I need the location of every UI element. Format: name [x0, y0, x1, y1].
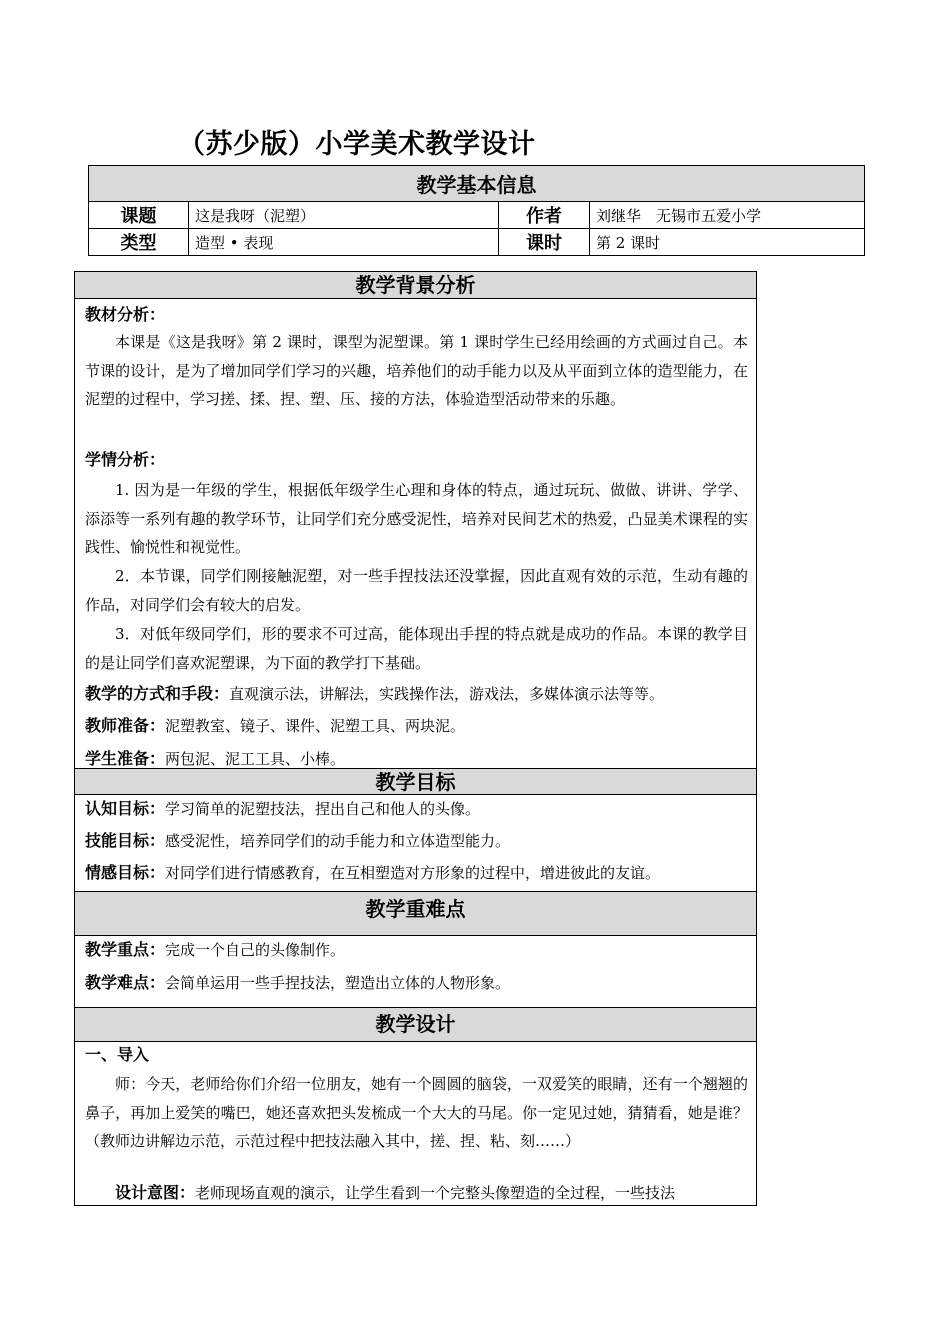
emotion-goal-label: 情感目标： [85, 863, 166, 882]
key-points-header: 教学重难点 [75, 891, 756, 936]
difficult-point-text: 会简单运用一些手捏技法，塑造出立体的人物形象。 [165, 974, 511, 992]
design-intent-text: 老师现场直观的演示，让学生看到一个完整头像塑造的全过程，一些技法 [195, 1184, 676, 1202]
type-value: 造型 • 表现 [189, 229, 499, 256]
background-header: 教学背景分析 [75, 272, 756, 299]
basic-info-table [88, 165, 865, 256]
cognitive-goal-line [85, 799, 748, 819]
design-intent-label: 设计意图： [115, 1183, 196, 1202]
method-text: 直观演示法，讲解法，实践操作法，游戏法，多媒体演示法等等。 [229, 685, 665, 703]
student-label: 学情分析： [85, 450, 166, 469]
author-value: 刘继华 无锡市五爱小学 [590, 202, 865, 229]
design-intent-line [115, 1183, 748, 1203]
student-prep-line [85, 749, 748, 769]
period-label: 课时 [499, 229, 590, 256]
method-label: 教学的方式和手段： [85, 684, 230, 703]
document-title: （苏少版）小学美术教学设计 [178, 129, 536, 160]
skill-goal-text: 感受泥性，培养同学们的动手能力和立体造型能力。 [165, 832, 511, 850]
method-line [85, 684, 748, 704]
material-label: 教材分析： [85, 305, 166, 324]
teacher-prep-label: 教师准备： [85, 716, 166, 735]
type-label: 类型 [89, 229, 189, 256]
lesson-content-frame [74, 271, 757, 1206]
design-header: 教学设计 [75, 1007, 756, 1042]
difficult-point-label: 教学难点： [85, 973, 166, 992]
cognitive-goal-text: 学习简单的泥塑技法，捏出自己和他人的头像。 [165, 800, 481, 818]
topic-value: 这是我呀（泥塑） [189, 202, 499, 229]
student-paragraph-1: 1. 因为是一年级的学生，根据低年级学生心理和身体的特点，通过玩玩、做做、讲讲、学学、添添等一系列有趣的教学环节，让同学们充分感受泥性，培养对民间艺术的热爱，凸显美术课程的实践性、愉悦性和视觉性。 [85, 481, 748, 557]
student-paragraph-3: 3．对低年级同学们，形的要求不可过高，能体现出手捏的特点就是成功的作品。本课的教学目的是让同学们喜欢泥塑课，为下面的教学打下基础。 [85, 625, 748, 672]
teacher-prep-text: 泥塑教室、镜子、课件、泥塑工具、两块泥。 [165, 717, 466, 735]
student-paragraph-2: 2．本节课，同学们刚接触泥塑，对一些手捏技法还没掌握，因此直观有效的示范，生动有趣的作品，对同学们会有较大的启发。 [85, 567, 748, 614]
emotion-goal-text: 对同学们进行情感教育，在互相塑造对方形象的过程中，增进彼此的友谊。 [165, 864, 661, 882]
key-point-text: 完成一个自己的头像制作。 [165, 941, 346, 959]
basic-info-header: 教学基本信息 [89, 166, 865, 202]
student-prep-text: 两包泥、泥工工具、小棒。 [165, 750, 346, 768]
section-intro-heading: 一、导入 [85, 1045, 150, 1064]
cognitive-goal-label: 认知目标： [85, 799, 166, 818]
skill-goal-label: 技能目标： [85, 831, 166, 850]
student-prep-label: 学生准备： [85, 749, 166, 768]
period-value: 第 2 课时 [590, 229, 865, 256]
teacher-speech-paragraph: 师：今天，老师给你们介绍一位朋友，她有一个圆圆的脑袋，一双爱笑的眼睛，还有一个翘翘的鼻子，再加上爱笑的嘴巴，她还喜欢把头发梳成一个大大的马尾。你一定见过她，猜猜看，她是谁？（教师边讲解边示范，示范过程中把技法融入其中，搓、捏、粘、刻……） [85, 1075, 748, 1151]
emotion-goal-line [85, 863, 748, 883]
key-point-label: 教学重点： [85, 940, 166, 959]
teacher-prep-line [85, 716, 748, 736]
topic-label: 课题 [89, 202, 189, 229]
material-paragraph: 本课是《这是我呀》第 2 课时，课型为泥塑课。第 1 课时学生已经用绘画的方式画过自己。本节课的设计，是为了增加同学们学习的兴趣，培养他们的动手能力以及从平面到立体的造型能力，在泥塑的过程中，学习搓、揉、捏、塑、压、接的方法，体验造型活动带来的乐趣。 [85, 333, 748, 409]
key-point-line [85, 940, 748, 960]
skill-goal-line [85, 831, 748, 851]
difficult-point-line [85, 973, 748, 993]
author-label: 作者 [499, 202, 590, 229]
goals-header: 教学目标 [75, 768, 756, 795]
